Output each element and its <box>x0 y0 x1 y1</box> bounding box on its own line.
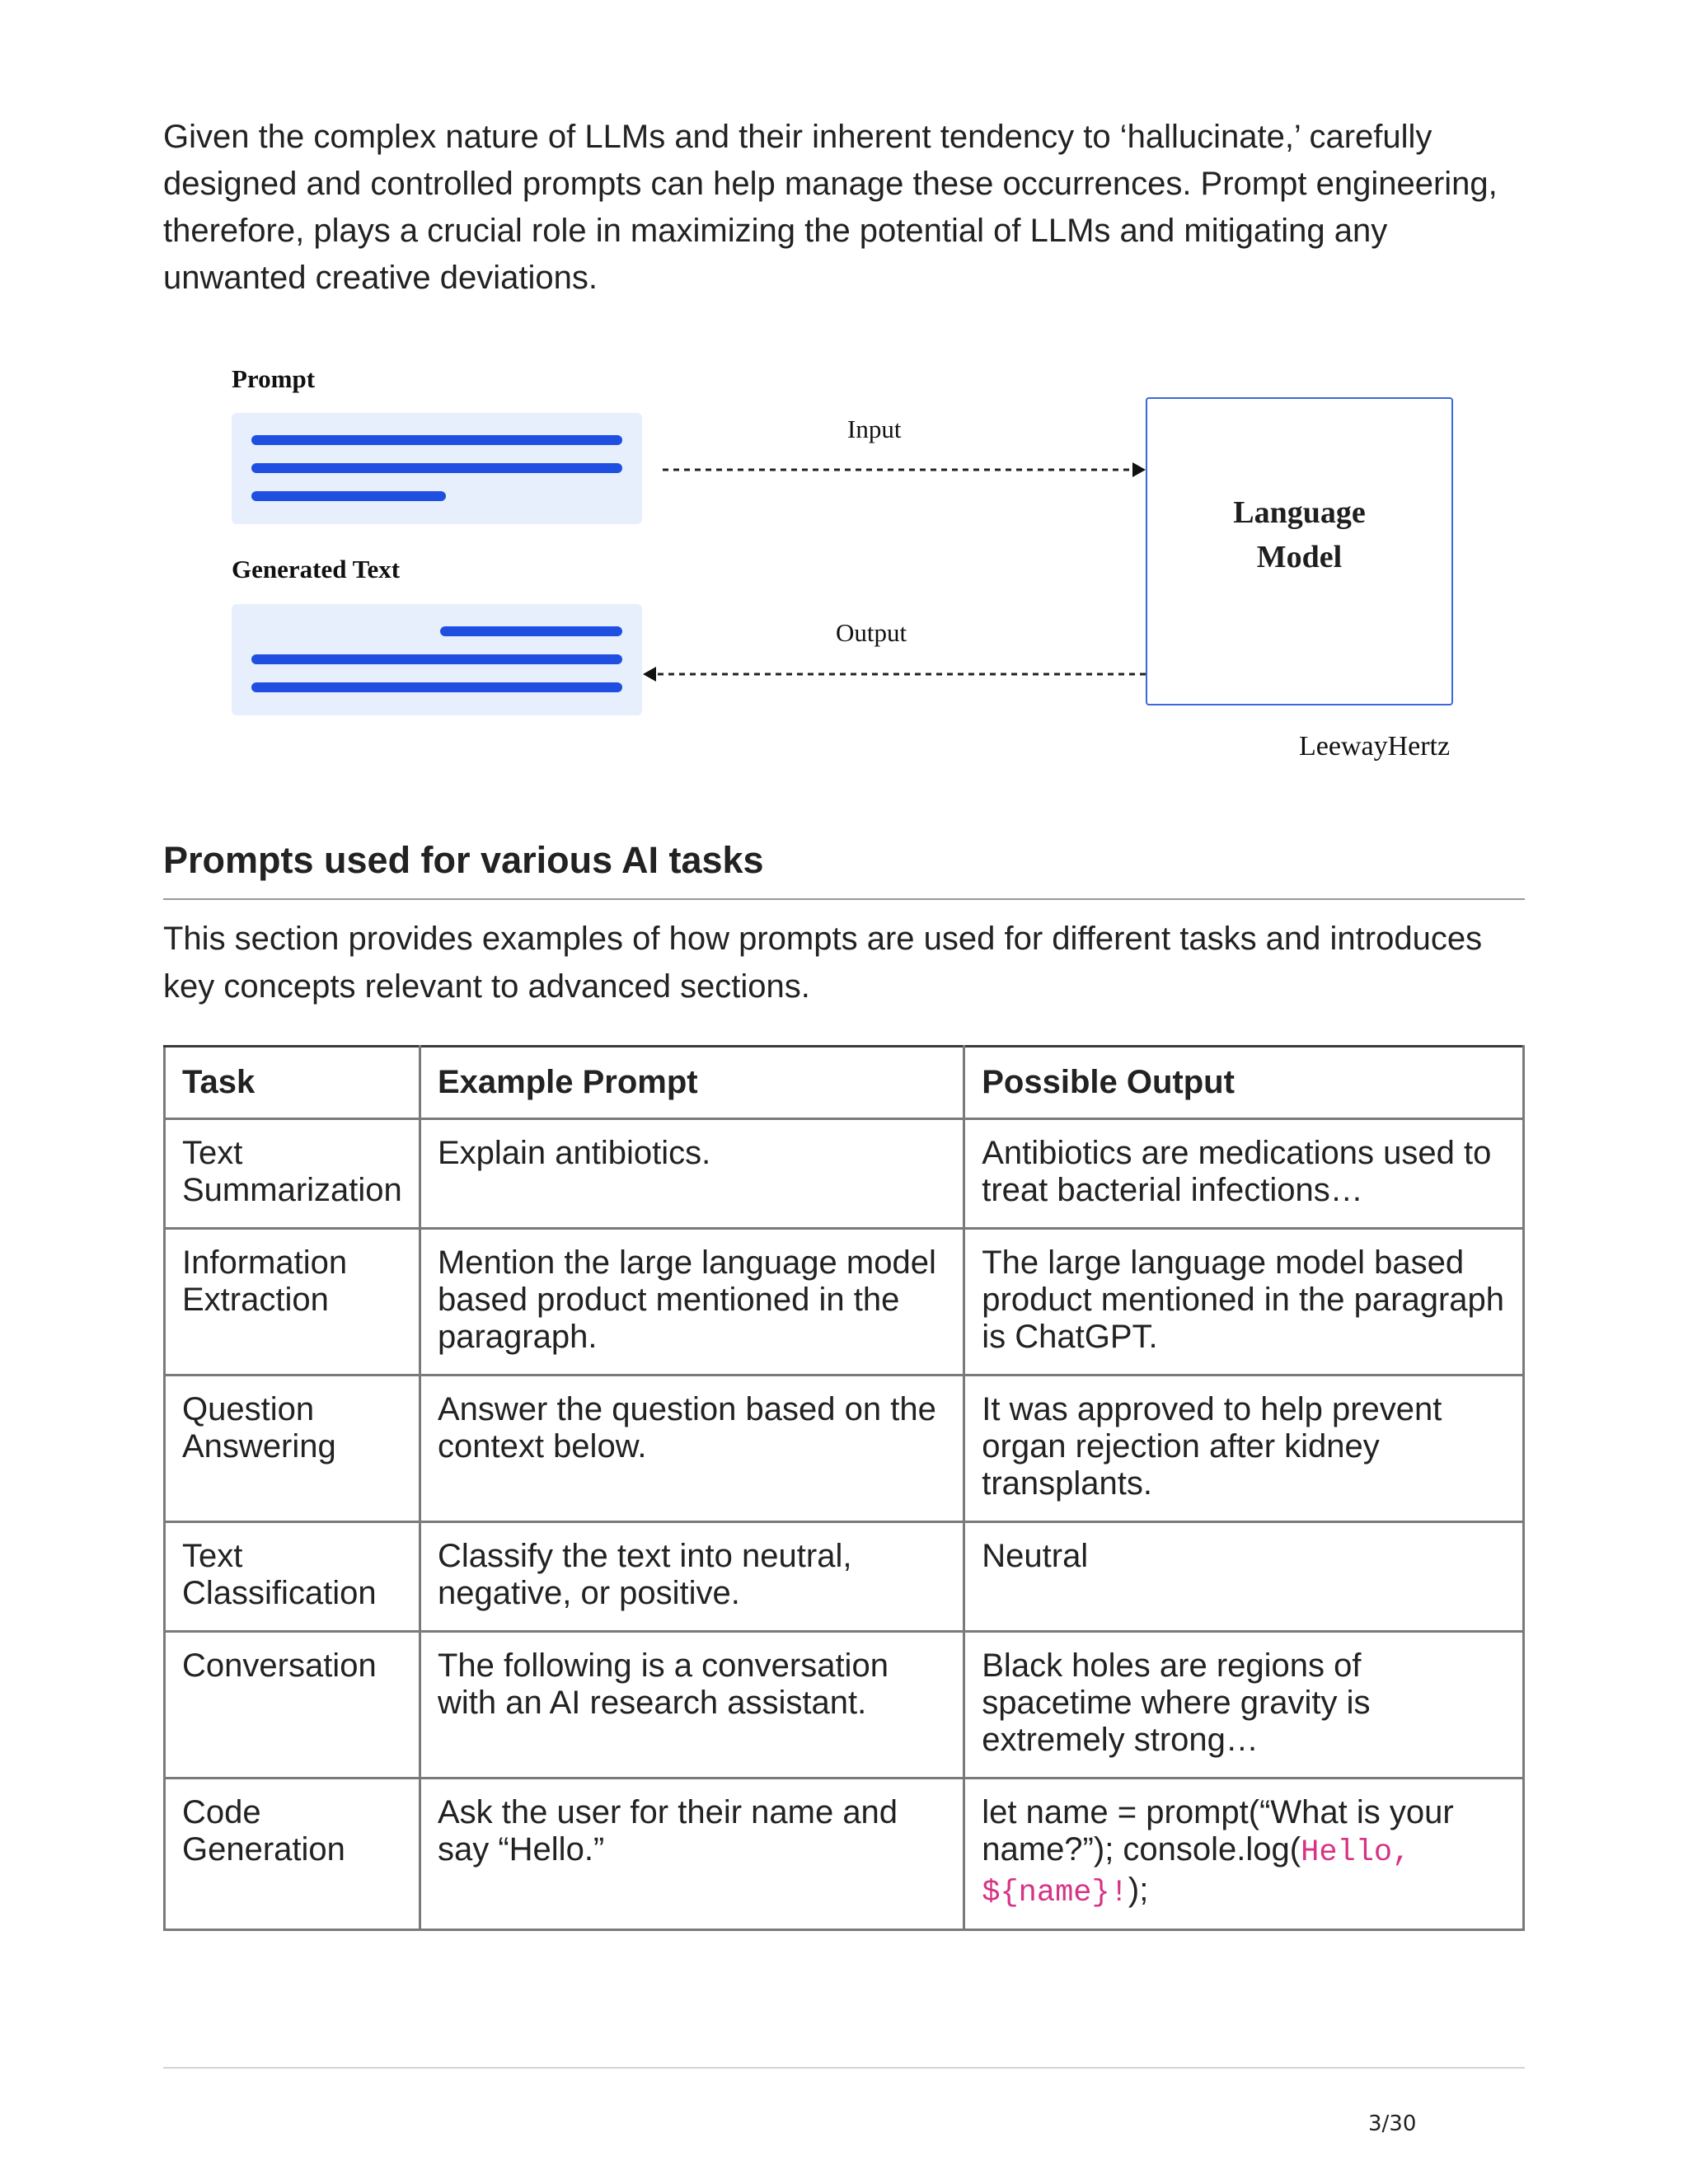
page-number: 3/30 <box>1368 2111 1417 2136</box>
language-model-box <box>1146 397 1453 705</box>
section-description: This section provides examples of how prompts are used for different tasks and introduces key concepts relevant to advanced sections. <box>163 921 1483 1005</box>
prompt-cell: Explain antibiotics. <box>420 1119 964 1229</box>
prompt-cell: The following is a conversation with an AI research assistant. <box>420 1632 964 1779</box>
task-cell: Conversation <box>165 1632 420 1779</box>
generated-text-label: Generated Text <box>232 555 401 583</box>
table-row <box>165 1119 1524 1229</box>
prompt-cell: Mention the large language model based product mentioned in the paragraph. <box>420 1229 964 1376</box>
task-cell: Code Generation <box>165 1779 420 1930</box>
header-possible-output: Possible Output <box>964 1047 1524 1119</box>
header-task: Task <box>165 1047 420 1119</box>
output-cell: It was approved to help prevent organ rejection after kidney transplants. <box>964 1376 1524 1522</box>
table-row <box>165 1779 1524 1930</box>
table-row <box>165 1229 1524 1376</box>
intro-paragraph: Given the complex nature of LLMs and their inherent tendency to ‘hallucinate,’ carefully designed and controlled prompts can help manage these occurrences. Prompt engineering, therefore, plays a crucial role in maximizing the potential of LLMs and mitigating any unwanted creative deviations. <box>163 119 1498 296</box>
credit-label: LeewayHertz <box>1299 731 1451 762</box>
ai-tasks-table <box>163 1045 1525 1931</box>
section-divider <box>163 898 1525 900</box>
header-example-prompt: Example Prompt <box>420 1047 964 1119</box>
task-cell: Text Classification <box>165 1522 420 1632</box>
task-cell: Text Summarization <box>165 1119 420 1229</box>
code-output-prefix: let name = prompt(“What is your name?”); console.log( <box>982 1794 1454 1868</box>
table-row <box>165 1632 1524 1779</box>
output-arrowhead <box>643 667 656 682</box>
output-cell: The large language model based product mentioned in the paragraph is ChatGPT. <box>964 1229 1524 1376</box>
input-arrowhead <box>1132 462 1146 477</box>
input-label: Input <box>847 415 902 443</box>
table-row <box>165 1376 1524 1522</box>
prompt-flow-diagram <box>163 354 1525 783</box>
prompt-cell: Classify the text into neutral, negative, or positive. <box>420 1522 964 1632</box>
output-cell <box>964 1779 1524 1930</box>
output-cell: Antibiotics are medications used to treat bacterial infections… <box>964 1119 1524 1229</box>
task-cell: Question Answering <box>165 1376 420 1522</box>
footer-divider <box>163 2067 1525 2069</box>
prompt-cell: Ask the user for their name and say “Hello.” <box>420 1779 964 1930</box>
output-label: Output <box>836 618 907 647</box>
section-title: Prompts used for various AI tasks <box>163 839 764 881</box>
task-cell: Information Extraction <box>165 1229 420 1376</box>
prompt-label: Prompt <box>232 364 316 393</box>
language-model-label: Language Model <box>1233 495 1366 574</box>
prompt-cell: Answer the question based on the context below. <box>420 1376 964 1522</box>
output-cell: Neutral <box>964 1522 1524 1632</box>
table-row <box>165 1522 1524 1632</box>
code-output-snippet: Hello, ${name}! <box>982 1835 1411 1910</box>
output-cell: Black holes are regions of spacetime where gravity is extremely strong… <box>964 1632 1524 1779</box>
code-output-suffix: ); <box>1128 1872 1149 1908</box>
table-header-row <box>165 1047 1524 1119</box>
